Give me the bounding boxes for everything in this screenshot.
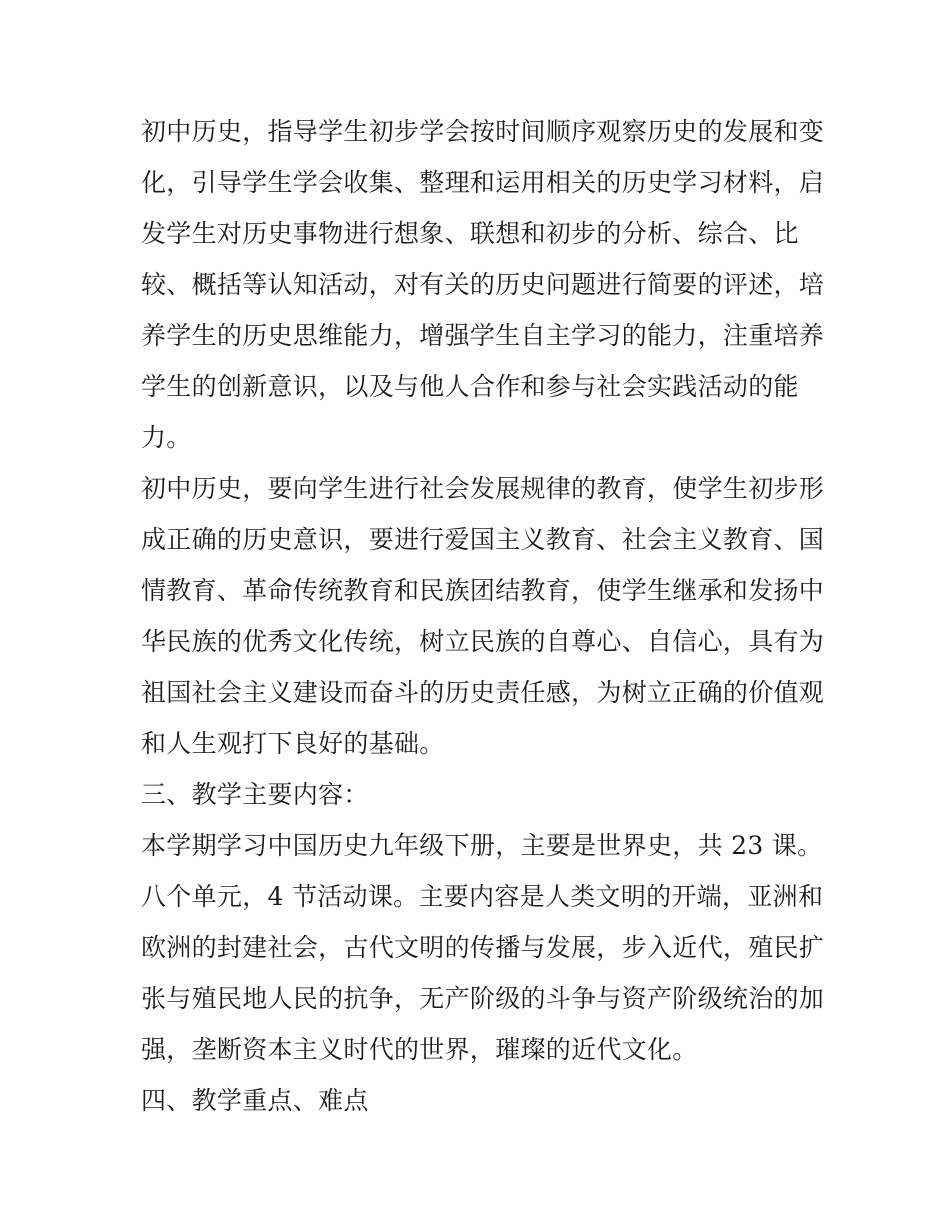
- paragraph-line: 成正确的历史意识，要进行爱国主义教育、社会主义教育、国: [141, 525, 825, 554]
- paragraph-line: 本学期学习中国历史九年级下册，主要是世界史，共 23 课。: [141, 831, 823, 860]
- paragraph-line: 祖国社会主义建设而奋斗的历史责任感，为树立正确的价值观: [141, 678, 825, 707]
- paragraph-line: 和人生观打下良好的基础。: [141, 729, 445, 758]
- paragraph-line: 情教育、革命传统教育和民族团结教育，使学生继承和发扬中: [141, 576, 825, 605]
- paragraph-line: 强，垄断资本主义时代的世界，璀璨的近代文化。: [141, 1035, 698, 1064]
- paragraph-line: 学生的创新意识，以及与他人合作和参与社会实践活动的能: [141, 372, 799, 401]
- paragraph-line: 欧洲的封建社会，古代文明的传播与发展，步入近代，殖民扩: [141, 933, 825, 962]
- paragraph-line: 八个单元，4 节活动课。主要内容是人类文明的开端，亚洲和: [141, 882, 824, 911]
- paragraph-line: 发学生对历史事物进行想象、联想和初步的分析、综合、比: [141, 219, 799, 248]
- paragraph-line: 初中历史，指导学生初步学会按时间顺序观察历史的发展和变: [141, 117, 825, 146]
- paragraph-line: 力。: [141, 423, 192, 452]
- document-body: [141, 106, 825, 1126]
- paragraph-line: 张与殖民地人民的抗争，无产阶级的斗争与资产阶级统治的加: [141, 984, 825, 1013]
- paragraph-line: 初中历史，要向学生进行社会发展规律的教育，使学生初步形: [141, 474, 825, 503]
- section-heading: 四、教学重点、难点: [141, 1086, 369, 1115]
- paragraph-line: 养学生的历史思维能力，增强学生自主学习的能力，注重培养: [141, 321, 825, 350]
- section-heading: 三、教学主要内容：: [141, 780, 369, 809]
- paragraph-line: 较、概括等认知活动，对有关的历史问题进行简要的评述，培: [141, 270, 825, 299]
- paragraph-line: 化，引导学生学会收集、整理和运用相关的历史学习材料，启: [141, 168, 825, 197]
- paragraph-line: 华民族的优秀文化传统，树立民族的自尊心、自信心，具有为: [141, 627, 825, 656]
